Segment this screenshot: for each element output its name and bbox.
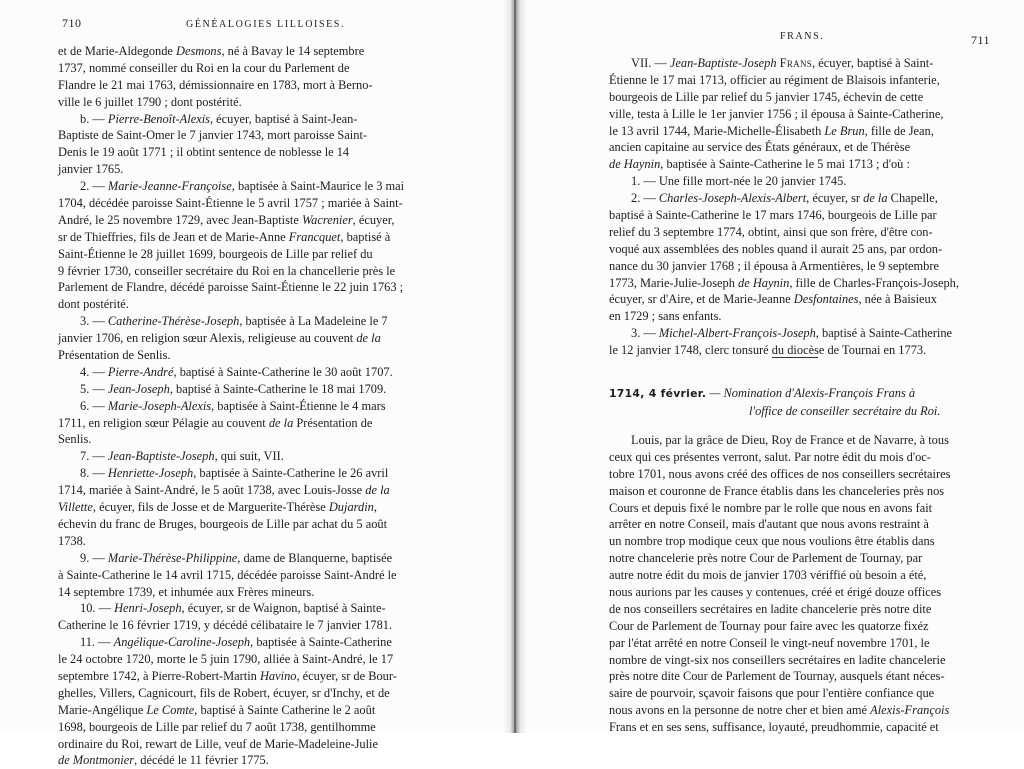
- text-line: Marie-Angélique Le Comte, baptisé à Sainte Catherine le 2 août: [58, 702, 376, 717]
- text-line: en 1729 ; sans enfants.: [609, 309, 722, 324]
- text-line: saire de pourvoir, sçavoir faisons que pour l'entière confiance que: [609, 686, 935, 701]
- text-line: 1704, décédée paroisse Saint-Étienne le 5 avril 1757 ; mariée à Saint-: [58, 196, 403, 211]
- text-line: tobre 1701, nous avons créé des offices de nos conseillers secrétaires: [609, 466, 951, 481]
- left-running-head: GÉNÉALOGIES LILLOISES.: [186, 19, 346, 30]
- text-line: baptisé à Sainte-Catherine le 17 mars 1746, bourgeois de Lille par: [609, 208, 937, 223]
- text-line: Frans et en ses sens, suffisance, loyauté, preudhommie, capacité et: [609, 720, 939, 735]
- left-page-body: [58, 43, 494, 769]
- text-line: 2. — Marie-Jeanne-Françoise, baptisée à Saint-Maurice le 3 mai: [80, 179, 405, 194]
- text-line: 5. — Jean-Joseph, baptisé à Sainte-Catherine le 18 mai 1709.: [80, 381, 387, 396]
- text-line: janvier 1765.: [58, 162, 124, 177]
- text-line: ceux qui ces présentes verront, salut. Par notre édit du mois d'oc-: [609, 449, 931, 464]
- document-date: 1714, 4 février.: [609, 387, 707, 400]
- text-line: autre notre édit du mois de janvier 1703 vériffié où besoin a été,: [609, 568, 927, 583]
- text-line: le 13 avril 1744, Marie-Michelle-Élisabeth Le Brun, fille de Jean,: [609, 123, 934, 138]
- text-line: le 24 octobre 1720, morte le 5 juin 1790, alliée à Saint-André, le 17: [58, 652, 394, 667]
- text-line: et de Marie-Aldegonde Desmons, né à Bavay le 14 septembre: [58, 44, 365, 58]
- text-line: ghelles, Villers, Cagnicourt, fils de Robert, écuyer, sr d'Inchy, et de: [58, 685, 390, 700]
- text-line: Denis le 19 août 1771 ; il obtint sentence de noblesse le 14: [58, 145, 350, 160]
- text-line: nous avons en la personne de notre cher et bien amé Alexis-François: [609, 703, 950, 718]
- text-line: 1698, bourgeois de Lille par relief du 7 août 1738, gentilhomme: [58, 719, 376, 734]
- text-line: par l'état arrêté en notre Conseil le vingt-neuf novembre 1701, le: [609, 635, 930, 650]
- text-line: Parlement de Flandre, décédé paroisse Saint-Étienne le 22 juin 1763 ;: [58, 280, 404, 295]
- text-line: 3. — Michel-Albert-François-Joseph, baptisé à Sainte-Catherine: [631, 326, 953, 341]
- right-page: [525, 0, 1024, 733]
- text-line: Baptiste de Saint-Omer le 7 janvier 1743, mort paroisse Saint-: [58, 128, 368, 143]
- text-line: 1773, Marie-Julie-Joseph de Haynin, fille de Charles-François-Joseph,: [609, 275, 959, 290]
- text-line: 7. — Jean-Baptiste-Joseph, qui suit, VII.: [80, 449, 284, 464]
- text-line: échevin du franc de Bruges, bourgeois de Lille par achat du 5 août: [58, 516, 388, 531]
- text-line: 9. — Marie-Thérèse-Philippine, dame de Blanquerne, baptisée: [80, 550, 393, 565]
- text-line: 4. — Pierre-André, baptisé à Sainte-Catherine le 30 août 1707.: [80, 364, 393, 379]
- text-line: Cours et depuis fixé le nombre par le rolle que nous en avons fait: [609, 500, 933, 515]
- section-divider: [772, 357, 818, 358]
- left-page-number: 710: [62, 16, 82, 30]
- book-gutter: [503, 0, 527, 733]
- text-line: près notre dite Cour de Parlement de Tournay, ausquels étant néces-: [609, 669, 945, 684]
- text-line: Cour de Parlement de Tournay pour faire avec les quatorze fixéz: [609, 618, 929, 633]
- text-line: 1738.: [58, 533, 86, 548]
- text-line: nombre de vingt-six nos conseillers secrétaires en ladite chancelerie: [609, 652, 946, 667]
- text-line: un nombre trop modique ceux que nous voulions être établis dans: [609, 534, 935, 549]
- text-line: voqué aux assemblées des nobles quand il aurait 25 ans, par ordon-: [609, 241, 943, 256]
- text-line: sr de Thieffries, fils de Jean et de Marie-Anne Francquet, baptisé à: [58, 229, 391, 244]
- text-line: nous aurions par les causes y contenues, créé et érigé douze offices: [609, 585, 942, 600]
- text-line: ville, testa à Lille le 1er janvier 1756 ; il épousa à Sainte-Catherine,: [609, 106, 944, 121]
- text-line: 3. — Catherine-Thérèse-Joseph, baptisée à La Madeleine le 7: [80, 314, 388, 329]
- text-line: Flandre le 21 mai 1763, démissionnaire en 1783, mort à Berno-: [58, 77, 373, 92]
- text-line: Senlis.: [58, 432, 92, 447]
- text-line: Louis, par la grâce de Dieu, Roy de France et de Navarre, à tous: [631, 433, 949, 447]
- text-line: 11. — Angélique-Caroline-Joseph, baptisée à Sainte-Catherine: [80, 635, 392, 650]
- text-line: écuyer, sr d'Aire, et de Marie-Jeanne Desfontaines, née à Baisieux: [609, 292, 937, 307]
- text-line: 6. — Marie-Joseph-Alexis, baptisée à Saint-Étienne le 4 mars: [80, 398, 386, 413]
- left-page: [0, 0, 505, 768]
- text-line: nance du 30 janvier 1768 ; il épousa à Armentières, le 9 septembre: [609, 258, 939, 273]
- text-line: le 12 janvier 1748, clerc tonsuré du diocèse de Tournai en 1773.: [609, 343, 927, 358]
- text-line: 1737, nommé conseiller du Roi en la cour du Parlement de: [58, 60, 350, 75]
- document-heading: [609, 385, 1021, 420]
- text-line: à Sainte-Catherine le 14 avril 1715, décédée paroisse Saint-André le: [58, 567, 397, 582]
- text-line: 9 février 1730, conseiller secrétaire du Roi en la chancellerie près le: [58, 263, 396, 278]
- text-line: relief du 3 septembre 1774, obtint, ainsi que son frère, d'être con-: [609, 224, 933, 239]
- text-line: janvier 1706, en religion sœur Alexis, religieuse au couvent de la: [58, 331, 381, 346]
- right-running-head: FRANS.: [780, 31, 825, 42]
- text-line: arrêter en notre Conseil, mais d'autant que nous avons restraint à: [609, 517, 929, 532]
- genealogy-section-vii: [609, 55, 1021, 359]
- text-line: 10. — Henri-Joseph, écuyer, sr de Waignon, baptisé à Sainte-: [80, 601, 386, 616]
- document-body: [609, 432, 1021, 736]
- right-page-number: 711: [971, 33, 991, 47]
- text-line: Villette, écuyer, fils de Josse et de Marguerite-Thérèse Dujardin,: [58, 500, 377, 515]
- text-line: André, le 25 novembre 1729, avec Jean-Baptiste Wacrenier, écuyer,: [58, 212, 395, 227]
- text-line: septembre 1742, à Pierre-Robert-Martin Havino, écuyer, sr de Bour-: [58, 668, 397, 683]
- document-title-part-1: — Nomination d'Alexis-François Frans à: [706, 386, 916, 400]
- text-line: 1711, en religion sœur Pélagie au couvent de la Présentation de: [58, 415, 373, 430]
- text-line: notre chancelerie près notre Cour de Parlement de Tournay, par: [609, 551, 923, 566]
- text-line: maison et couronne de France établis dans les chanceleries près nos: [609, 483, 945, 498]
- text-line: ancien capitaine au service des États généraux, et de Thérèse: [609, 140, 911, 155]
- document-title-part-2: l'office de conseiller secrétaire du Roi.: [749, 403, 941, 418]
- text-line: Saint-Étienne le 28 juillet 1699, bourgeois de Lille par relief du: [58, 246, 373, 261]
- text-line: de Haynin, baptisée à Sainte-Catherine le 5 mai 1713 ; d'où :: [609, 157, 910, 172]
- text-line: Étienne le 17 mai 1713, officier au régiment de Blaisois infanterie,: [609, 72, 940, 87]
- text-line: ville le 6 juillet 1790 ; dont postérité.: [58, 94, 242, 109]
- text-line: 2. — Charles-Joseph-Alexis-Albert, écuyer, sr de la Chapelle,: [631, 191, 938, 206]
- text-line: VII. — Jean-Baptiste-Joseph Frans, écuyer, baptisé à Saint-: [631, 56, 934, 70]
- text-line: 1. — Une fille mort-née le 20 janvier 1745.: [631, 174, 847, 189]
- text-line: dont postérité.: [58, 297, 129, 312]
- text-line: de nos conseillers secrétaires en ladite chancelerie près notre dite: [609, 601, 932, 616]
- text-line: bourgeois de Lille par relief du 5 janvier 1745, échevin de cette: [609, 89, 924, 104]
- text-line: b. — Pierre-Benoît-Alexis, écuyer, baptisé à Saint-Jean-: [80, 111, 358, 126]
- text-line: ordinaire du Roi, rewart de Lille, veuf de Marie-Madeleine-Julie: [58, 736, 378, 751]
- text-line: Catherine le 16 février 1719, y décédé célibataire le 7 janvier 1781.: [58, 618, 393, 633]
- text-line: 14 septembre 1739, et inhumée aux Frères mineurs.: [58, 584, 315, 599]
- text-line: Présentation de Senlis.: [58, 348, 171, 363]
- text-line: de Montmonier, décédé le 11 février 1775.: [58, 753, 269, 768]
- text-line: 1714, mariée à Saint-André, le 5 août 1738, avec Louis-Josse de la: [58, 483, 390, 498]
- text-line: 8. — Henriette-Joseph, baptisée à Sainte-Catherine le 26 avril: [80, 466, 389, 481]
